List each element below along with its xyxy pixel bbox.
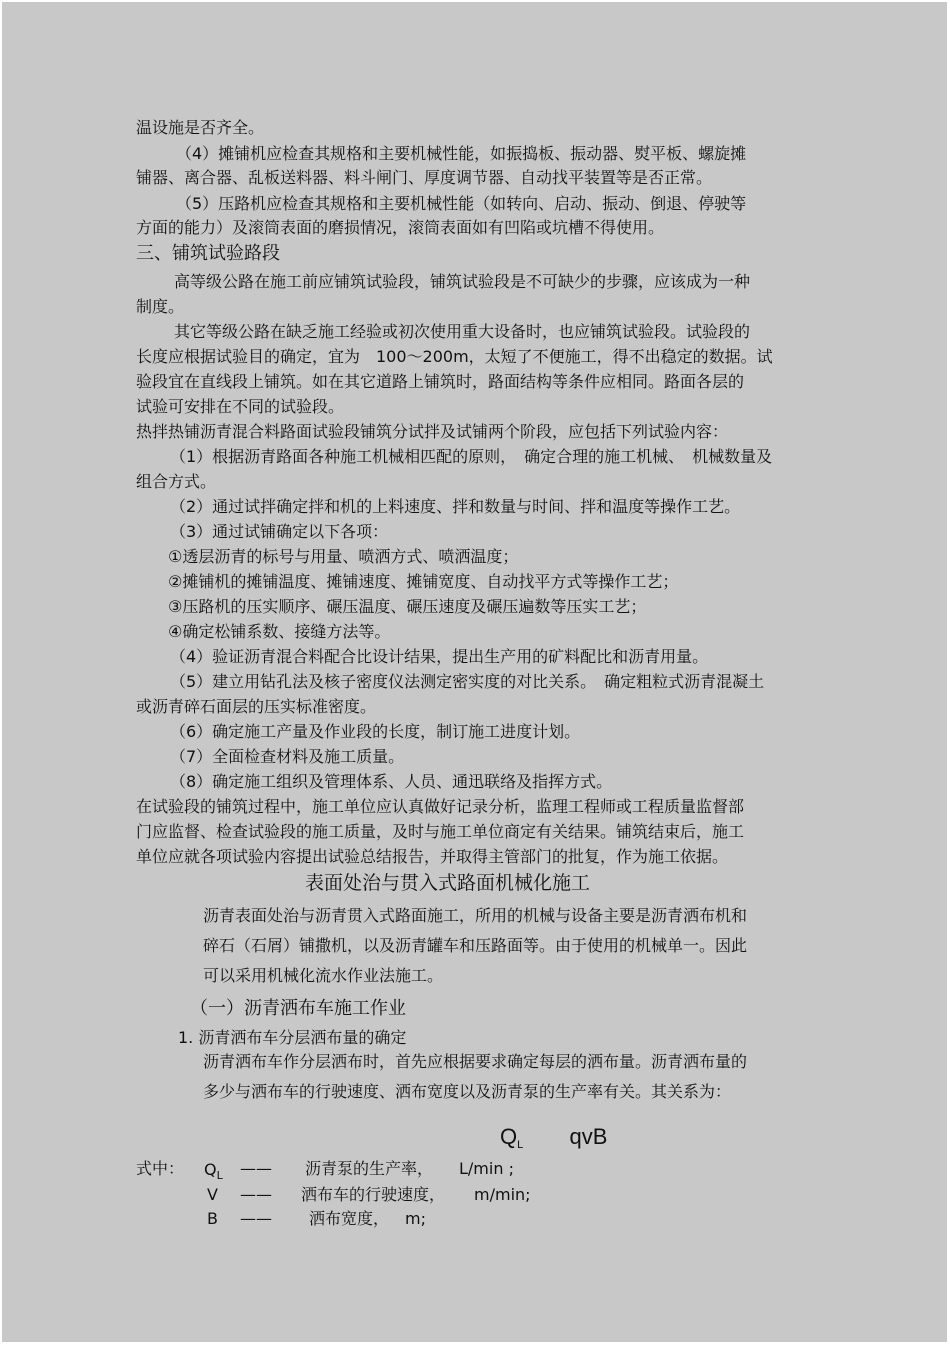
text-line: 沥青洒布车作分层洒布时，首先应根据要求确定每层的洒布量。沥青洒布量的	[203, 1052, 748, 1071]
text-line: 组合方式。	[136, 472, 217, 491]
definition-description: 洒布宽度，	[309, 1209, 390, 1228]
text-line: 单位应就各项试验内容提出试验总结报告，并取得主管部门的批复，作为施工依据。	[136, 847, 729, 866]
text-line: 方面的能力）及滚筒表面的磨损情况，滚筒表面如有凹陷或坑槽不得使用。	[136, 218, 665, 237]
text-line: ②摊铺机的摊铺温度、摊铺速度、摊铺宽度、自动找平方式等操作工艺；	[168, 572, 679, 591]
text-line: 长度应根据试验目的确定，宜为 100～200m，太短了不便施工，得不出稳定的数据。试	[136, 347, 773, 366]
text-line: 可以采用机械化流水作业法施工。	[203, 966, 444, 985]
definition-unit: m;	[405, 1209, 426, 1228]
text-line: （4）摊铺机应检查其规格和主要机械性能，如振捣板、振动器、熨平板、螺旋摊	[176, 144, 747, 163]
text-line: （3）通过试铺确定以下各项：	[170, 522, 389, 541]
definition-symbol: V	[207, 1185, 218, 1204]
formula-rhs: qvB	[569, 1124, 608, 1149]
definition-dash: ——	[240, 1159, 272, 1178]
subsection-heading: （一）沥青洒布车施工作业	[190, 998, 406, 1019]
text-line: ③压路机的压实顺序、碾压温度、碾压速度及碾压遍数等压实工艺；	[168, 597, 647, 616]
definition-unit: L/min ;	[459, 1159, 514, 1178]
formula-lhs: Q	[500, 1124, 518, 1149]
definition-unit: m/min;	[474, 1185, 531, 1204]
text-line: （7）全面检查材料及施工质量。	[170, 747, 405, 766]
text-line: （5）压路机应检查其规格和主要机械性能（如转向、启动、振动、倒退、停驶等	[176, 194, 747, 213]
text-line: 试验可安排在不同的试验段。	[136, 397, 345, 416]
text-line: （4）验证沥青混合料配合比设计结果，提出生产用的矿料配比和沥青用量。	[170, 647, 709, 666]
formula-lhs-subscript: L	[517, 1139, 524, 1151]
text-line: 或沥青碎石面层的压实标准密度。	[136, 697, 377, 716]
formula	[500, 1124, 607, 1151]
text-line: 1. 沥青洒布车分层洒布量的确定	[178, 1028, 407, 1047]
definition-symbol: B	[207, 1209, 218, 1228]
text-line: 温设施是否齐全。	[136, 118, 265, 137]
definition-symbol: $Q_L$	[204, 1160, 223, 1182]
definition-description: 洒布车的行驶速度，	[301, 1185, 446, 1204]
text-line: 高等级公路在施工前应铺筑试验段，铺筑试验段是不可缺少的步骤，应该成为一种	[174, 272, 751, 291]
definition-dash: ——	[240, 1209, 272, 1228]
document-page	[2, 2, 947, 1342]
text-line: （1）根据沥青路面各种施工机械相匹配的原则， 确定合理的施工机械、 机械数量及	[170, 447, 773, 466]
text-line: ④确定松铺系数、接缝方法等。	[168, 622, 391, 641]
text-line: 多少与洒布车的行驶速度、洒布宽度以及沥青泵的生产率有关。其关系为：	[203, 1082, 732, 1101]
text-line: 在试验段的铺筑过程中，施工单位应认真做好记录分析，监理工程师或工程质量监督部	[136, 797, 745, 816]
definition-description: 沥青泵的生产率，	[305, 1159, 434, 1178]
text-line: 其它等级公路在缺乏施工经验或初次使用重大设备时，也应铺筑试验段。试验段的	[174, 322, 751, 341]
where-label: 式中：	[136, 1159, 185, 1178]
text-line: （2）通过试拌确定拌和机的上料速度、拌和数量与时间、拌和温度等操作工艺。	[170, 497, 741, 516]
text-line: （8）确定施工组织及管理体系、人员、通迅联络及指挥方式。	[170, 772, 613, 791]
text-line: （6）确定施工产量及作业段的长度，制订施工进度计划。	[170, 722, 581, 741]
section-title: 表面处治与贯入式路面机械化施工	[305, 872, 591, 894]
text-line: 碎石（石屑）铺撒机，以及沥青罐车和压路面等。由于使用的机械单一。因此	[203, 936, 748, 955]
text-line: 验段宜在直线段上铺筑。如在其它道路上铺筑时，路面结构等条件应相同。路面各层的	[136, 372, 745, 391]
definition-dash: ——	[240, 1185, 272, 1204]
text-line: 制度。	[136, 297, 185, 316]
text-line: 铺器、离合器、乱板送料器、料斗闸门、厚度调节器、自动找平装置等是否正常。	[136, 168, 713, 187]
section-heading: 三、铺筑试验路段	[136, 243, 280, 264]
text-line: ①透层沥青的标号与用量、喷洒方式、喷洒温度；	[168, 547, 519, 566]
text-line: 沥青表面处治与沥青贯入式路面施工，所用的机械与设备主要是沥青洒布机和	[203, 906, 748, 925]
text-line: （5）建立用钻孔法及核子密度仪法测定密实度的对比关系。 确定粗粒式沥青混凝土	[170, 672, 765, 691]
text-line: 热拌热铺沥青混合料路面试验段铺筑分试拌及试铺两个阶段，应包括下列试验内容：	[136, 422, 729, 441]
text-line: 门应监督、检查试验段的施工质量，及时与施工单位商定有关结果。铺筑结束后，施工	[136, 822, 745, 841]
